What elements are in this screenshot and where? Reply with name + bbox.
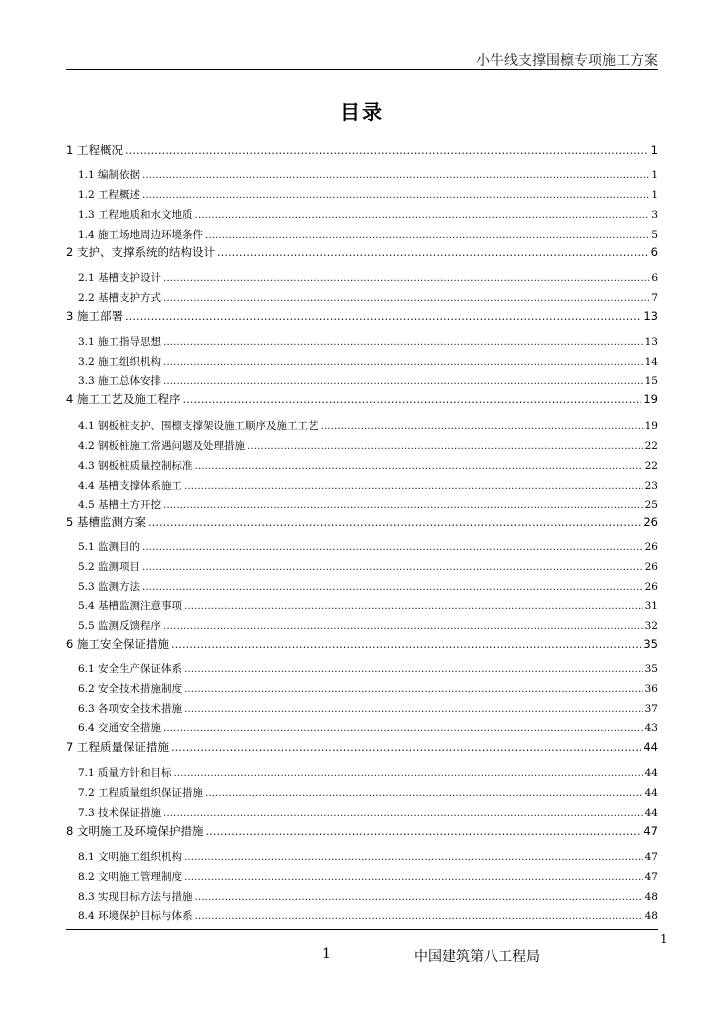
toc-dot-leader: [182, 391, 641, 407]
footer-page-number: 1: [322, 946, 331, 962]
toc-dot-leader: [148, 514, 641, 530]
toc-entry-page: 36: [644, 683, 658, 695]
toc-section-entry[interactable]: [78, 334, 658, 350]
toc-chapter-entry[interactable]: [66, 244, 658, 260]
toc-entry-title: 5.5 监测反馈程序: [78, 620, 162, 632]
toc-chapter-entry[interactable]: [66, 142, 658, 158]
toc-section-entry[interactable]: [78, 207, 658, 223]
toc-entry-page: 32: [644, 620, 658, 632]
toc-section-entry[interactable]: [78, 579, 658, 595]
toc-dot-leader: [184, 849, 643, 865]
toc-section-entry[interactable]: [78, 681, 658, 697]
toc-entry-page: 14: [644, 356, 658, 368]
toc-entry-title: 7.1 质量方针和目标: [78, 767, 172, 779]
toc-dot-leader: [205, 227, 649, 243]
toc-entry-title: 2 支护、支撑系统的结构设计: [66, 245, 215, 259]
toc-section-entry[interactable]: [78, 908, 658, 924]
toc-entry-title: 5.3 监测方法: [78, 581, 141, 593]
toc-dot-leader: [205, 823, 641, 839]
toc-section-entry[interactable]: [78, 354, 658, 370]
toc-entry-title: 4.3 钢板桩质量控制标准: [78, 460, 193, 472]
toc-entry-page: 44: [644, 807, 658, 819]
toc-dot-leader: [184, 661, 643, 677]
toc-entry-title: 4.5 基槽土方开挖: [78, 499, 162, 511]
toc-dot-leader: [142, 579, 643, 595]
toc-entry-page: 1: [651, 169, 658, 181]
toc-dot-leader: [217, 244, 649, 260]
toc-section-entry[interactable]: [78, 539, 658, 555]
toc-dot-leader: [321, 418, 643, 434]
toc-entry-page: 44: [644, 767, 658, 779]
toc-entry-title: 4.1 钢板桩支护、围檩支撑架设施工顺序及施工工艺: [78, 420, 319, 432]
toc-entry-page: 13: [644, 336, 658, 348]
toc-entry-page: 48: [644, 910, 658, 922]
toc-entry-title: 6.1 安全生产保证体系: [78, 663, 183, 675]
toc-entry-page: 26: [644, 561, 658, 573]
toc-dot-leader: [142, 187, 649, 203]
toc-entry-page: 26: [644, 541, 658, 553]
toc-entry-page: 47: [644, 871, 658, 883]
toc-section-entry[interactable]: [78, 187, 658, 203]
toc-entry-title: 8.1 文明施工组织机构: [78, 851, 183, 863]
toc-entry-page: 23: [644, 480, 658, 492]
toc-entry-title: 1.3 工程地质和水文地质: [78, 209, 193, 221]
toc-entry-page: 3: [651, 209, 658, 221]
footer-corner-number: 1: [660, 932, 668, 946]
toc-section-entry[interactable]: [78, 497, 658, 513]
toc-entry-page: 35: [643, 637, 658, 651]
toc-dot-leader: [125, 142, 649, 158]
toc-dot-leader: [163, 497, 643, 513]
toc-dot-leader: [163, 270, 649, 286]
toc-entry-page: 1: [651, 189, 658, 201]
toc-entry-title: 8 文明施工及环境保护措施: [66, 824, 204, 838]
toc-section-entry[interactable]: [78, 559, 658, 575]
toc-entry-page: 26: [643, 515, 658, 529]
toc-dot-leader: [163, 354, 643, 370]
toc-section-entry[interactable]: [78, 167, 658, 183]
toc-dot-leader: [171, 636, 641, 652]
toc-entry-page: 1: [650, 143, 658, 157]
toc-dot-leader: [184, 681, 643, 697]
toc-entry-title: 8.2 文明施工管理制度: [78, 871, 183, 883]
toc-entry-title: 5.2 监测项目: [78, 561, 141, 573]
toc-entry-page: 6: [651, 272, 658, 284]
toc-entry-title: 6.2 安全技术措施制度: [78, 683, 183, 695]
toc-section-entry[interactable]: [78, 438, 658, 454]
toc-section-entry[interactable]: [78, 889, 658, 905]
toc-dot-leader: [174, 765, 643, 781]
toc-dot-leader: [195, 207, 650, 223]
toc-entry-title: 5.4 基槽监测注意事项: [78, 600, 183, 612]
toc-section-entry[interactable]: [78, 478, 658, 494]
toc-entry-title: 4 施工工艺及施工程序: [66, 392, 181, 406]
toc-entry-page: 25: [644, 499, 658, 511]
toc-entry-title: 3.2 施工组织机构: [78, 356, 162, 368]
toc-entry-page: 37: [644, 703, 658, 715]
toc-dot-leader: [163, 373, 643, 389]
toc-entry-page: 22: [644, 460, 658, 472]
toc-entry-title: 3 施工部署: [66, 309, 123, 323]
toc-section-entry[interactable]: [78, 418, 658, 434]
toc-entry-page: 47: [644, 851, 658, 863]
toc-dot-leader: [184, 869, 643, 885]
toc-section-entry[interactable]: [78, 661, 658, 677]
toc-dot-leader: [142, 167, 649, 183]
toc-entry-title: 1.4 施工场地周边环境条件: [78, 229, 204, 241]
toc-title: 目录: [340, 100, 384, 124]
toc-entry-page: 47: [643, 824, 658, 838]
toc-dot-leader: [125, 308, 641, 324]
toc-entry-title: 7 工程质量保证措施: [66, 740, 169, 754]
toc-section-entry[interactable]: [78, 765, 658, 781]
toc-entry-title: 3.3 施工总体安排: [78, 375, 162, 387]
toc-section-entry[interactable]: [78, 458, 658, 474]
toc-entry-title: 1.2 工程概述: [78, 189, 141, 201]
toc-entry-title: 1.1 编制依据: [78, 169, 141, 181]
toc-entry-title: 6.4 交通安全措施: [78, 722, 162, 734]
toc-section-entry[interactable]: [78, 227, 658, 243]
toc-chapter-entry[interactable]: [66, 391, 658, 407]
document-header-title: 小牛线支撑围檩专项施工方案: [476, 53, 658, 69]
toc-entry-title: 2.1 基槽支护设计: [78, 272, 162, 284]
toc-section-entry[interactable]: [78, 869, 658, 885]
toc-entry-page: 6: [650, 245, 658, 259]
footer-organization: 中国建筑第八工程局: [414, 949, 540, 965]
toc-entry-page: 7: [651, 292, 658, 304]
toc-chapter-entry[interactable]: [66, 636, 658, 652]
toc-entry-page: 31: [644, 600, 658, 612]
toc-section-entry[interactable]: [78, 618, 658, 634]
toc-entry-title: 3.1 施工指导思想: [78, 336, 162, 348]
toc-dot-leader: [184, 478, 643, 494]
toc-entry-title: 5 基槽监测方案: [66, 515, 146, 529]
toc-section-entry[interactable]: [78, 373, 658, 389]
toc-section-entry[interactable]: [78, 270, 658, 286]
toc-dot-leader: [195, 908, 643, 924]
toc-section-entry[interactable]: [78, 785, 658, 801]
header-rule: [66, 69, 658, 70]
toc-section-entry[interactable]: [78, 701, 658, 717]
toc-section-entry[interactable]: [78, 598, 658, 614]
toc-dot-leader: [163, 720, 643, 736]
toc-entry-page: 26: [644, 581, 658, 593]
toc-entry-page: 44: [643, 740, 658, 754]
toc-dot-leader: [205, 785, 643, 801]
toc-entry-page: 22: [644, 440, 658, 452]
toc-dot-leader: [142, 559, 643, 575]
footer-rule: [66, 929, 658, 930]
toc-entry-page: 35: [644, 663, 658, 675]
toc-entry-page: 5: [651, 229, 658, 241]
toc-entry-title: 8.3 实现目标方法与措施: [78, 891, 193, 903]
toc-entry-title: 7.3 技术保证措施: [78, 807, 162, 819]
toc-section-entry[interactable]: [78, 720, 658, 736]
toc-dot-leader: [247, 438, 643, 454]
toc-dot-leader: [163, 334, 643, 350]
toc-section-entry[interactable]: [78, 805, 658, 821]
toc-section-entry[interactable]: [78, 849, 658, 865]
toc-dot-leader: [142, 539, 643, 555]
toc-entry-page: 19: [643, 392, 658, 406]
toc-dot-leader: [184, 598, 643, 614]
toc-chapter-entry[interactable]: [66, 308, 658, 324]
toc-chapter-entry[interactable]: [66, 514, 658, 530]
toc-entry-title: 6 施工安全保证措施: [66, 637, 169, 651]
toc-dot-leader: [163, 290, 649, 306]
toc-entry-title: 8.4 环境保护目标与体系: [78, 910, 193, 922]
toc-dot-leader: [195, 889, 643, 905]
toc-dot-leader: [184, 701, 643, 717]
toc-entry-title: 1 工程概况: [66, 143, 123, 157]
toc-section-entry[interactable]: [78, 290, 658, 306]
toc-chapter-entry[interactable]: [66, 739, 658, 755]
toc-entry-title: 6.3 各项安全技术措施: [78, 703, 183, 715]
toc-entry-page: 15: [644, 375, 658, 387]
toc-entry-page: 48: [644, 891, 658, 903]
toc-entry-page: 19: [644, 420, 658, 432]
toc-dot-leader: [171, 739, 641, 755]
toc-dot-leader: [163, 805, 643, 821]
toc-entry-page: 43: [644, 722, 658, 734]
toc-entry-title: 7.2 工程质量组织保证措施: [78, 787, 204, 799]
toc-dot-leader: [195, 458, 643, 474]
toc-entry-title: 2.2 基槽支护方式: [78, 292, 162, 304]
toc-entry-title: 4.2 钢板桩施工常遇问题及处理措施: [78, 440, 246, 452]
toc-entry-title: 4.4 基槽支撑体系施工: [78, 480, 183, 492]
toc-chapter-entry[interactable]: [66, 823, 658, 839]
toc-entry-page: 44: [644, 787, 658, 799]
toc-dot-leader: [163, 618, 643, 634]
toc-entry-page: 13: [643, 309, 658, 323]
toc-entry-title: 5.1 监测目的: [78, 541, 141, 553]
